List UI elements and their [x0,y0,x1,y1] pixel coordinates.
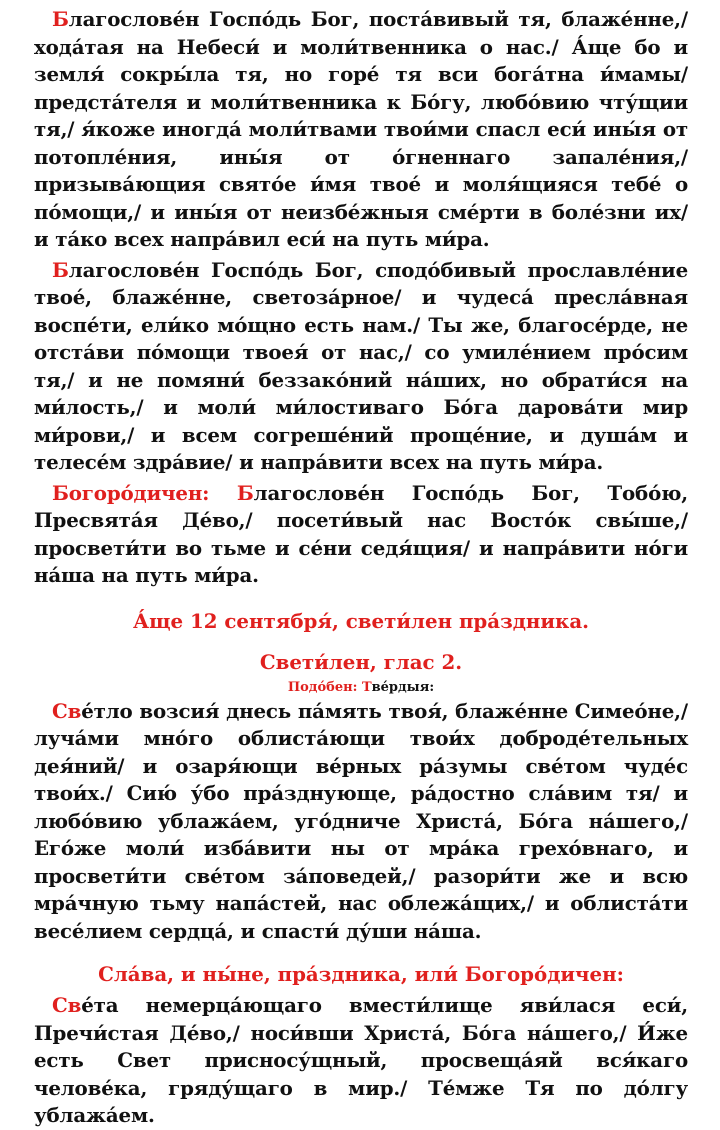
theotokion-paragraph [34,480,688,590]
drop-initial: Б [52,257,69,282]
podoben-label: Подо́бен: [287,679,362,695]
paragraph-text: лагослове́н Госпо́дь Бог, сподо́бивый прославле́ние твое́, блаже́нне, светоза́рное/ и чудеса́ пресла́вная воспе́ти, ели́ко мо́щно есть нам./ Ты же, благосе́рде, не отста́ви по́мощи твоея́ от нас,/ со умиле́нием про́сим тя,/ и не помяни́ беззако́ний на́ших, но обрати́ся на ми́лость,/ и моли́ ми́лостиваго Бо́га дарова́ти мир ми́рови,/ и всем согреше́ний проще́ние, и душа́м и телесе́м здра́вие/ и напра́вити всех на путь ми́ра. [34,257,688,474]
podoben-initial: Т [361,679,372,695]
paragraph-text: е́тло возсия́ днесь па́мять твоя́, блаже́нне Симео́не,/ луча́ми мно́го облиста́ющи твои́х доброде́тельных дея́ний/ и озаря́ющи ве́рных ра́зумы све́том чуде́с твои́х./ Сию́ у́бо пра́зднующе, ра́достно сла́вим тя/ и любо́вию ублажа́ем, уго́дниче Христа́, Бо́га на́шего,/ Его́же моли́ изба́вити ны от мра́ка грехо́внаго, и просвети́ти све́том за́поведей,/ разори́ти же и всю мра́чную тьму напа́стей, нас облежа́щих,/ и облиста́ти весе́лием сердца́, и спасти́ ду́ши на́ша. [34,698,688,943]
podoben-text: ве́рдыя: [371,679,435,695]
troparion-paragraph-1 [34,6,688,254]
drop-initial: Св [52,993,82,1017]
rubric-heading-glory: Сла́ва, и ны́не, пра́здника, или́ Богоро́дичен: [98,962,624,986]
troparion-paragraph-2 [34,257,688,477]
paragraph-text: лагослове́н Госпо́дь Бог, Тобо́ю, Пресвята́я Де́во,/ посети́вый нас Восто́к свы́ше,/ просвети́ти во тьме и се́ни седя́щия/ и напра́вити но́ги на́ша на путь ми́ра. [34,480,688,587]
svetilen-paragraph [34,698,688,946]
rubric-heading-september: А́ще 12 сентября́, свети́лен пра́здника. [132,608,590,633]
drop-initial: Б [52,7,69,31]
paragraph-text: лагослове́н Госпо́дь Бог, поста́вивый тя, блаже́нне,/ хода́тая на Небеси́ и моли́твенника о нас./ А́ще бо и земля́ сокры́ла тя, но горе́ тя вси бога́тна и́мамы/ предста́теля и моли́твенника к Бо́гу, любо́вию чту́щии тя,/ я́коже иногда́ моли́твами твои́ми спасл еси́ ины́я от потопле́ния, ины́я от о́гненнаго запале́ния,/ призыва́ющия свято́е и́мя твое́ и моля́щияся тебе́ о по́мощи,/ и ины́я от неизбе́жныя сме́рти в боле́зни их/ и та́ко всех напра́вил еси́ на путь ми́ра. [34,7,688,251]
paragraph-text: е́та немерца́ющаго вмести́лище яви́лася еси́, Пречи́стая Де́во,/ носи́вши Христа́, Бо́га на́шего,/ И́же есть Свет присносу́щный, просвеща́яй вся́каго челове́ка, гряду́щаго в мир./ Те́мже Тя по до́лгу ублажа́ем. [34,993,688,1127]
page-content [34,6,688,1130]
theotokion-label: Богоро́дичен: [52,480,237,505]
theotokion-final-paragraph [34,992,688,1130]
drop-initial: Б [236,480,254,505]
podoben-line [34,678,688,698]
rubric-heading-svetilen: Свети́лен, глас 2. [259,649,463,674]
drop-initial: Св [52,698,82,723]
